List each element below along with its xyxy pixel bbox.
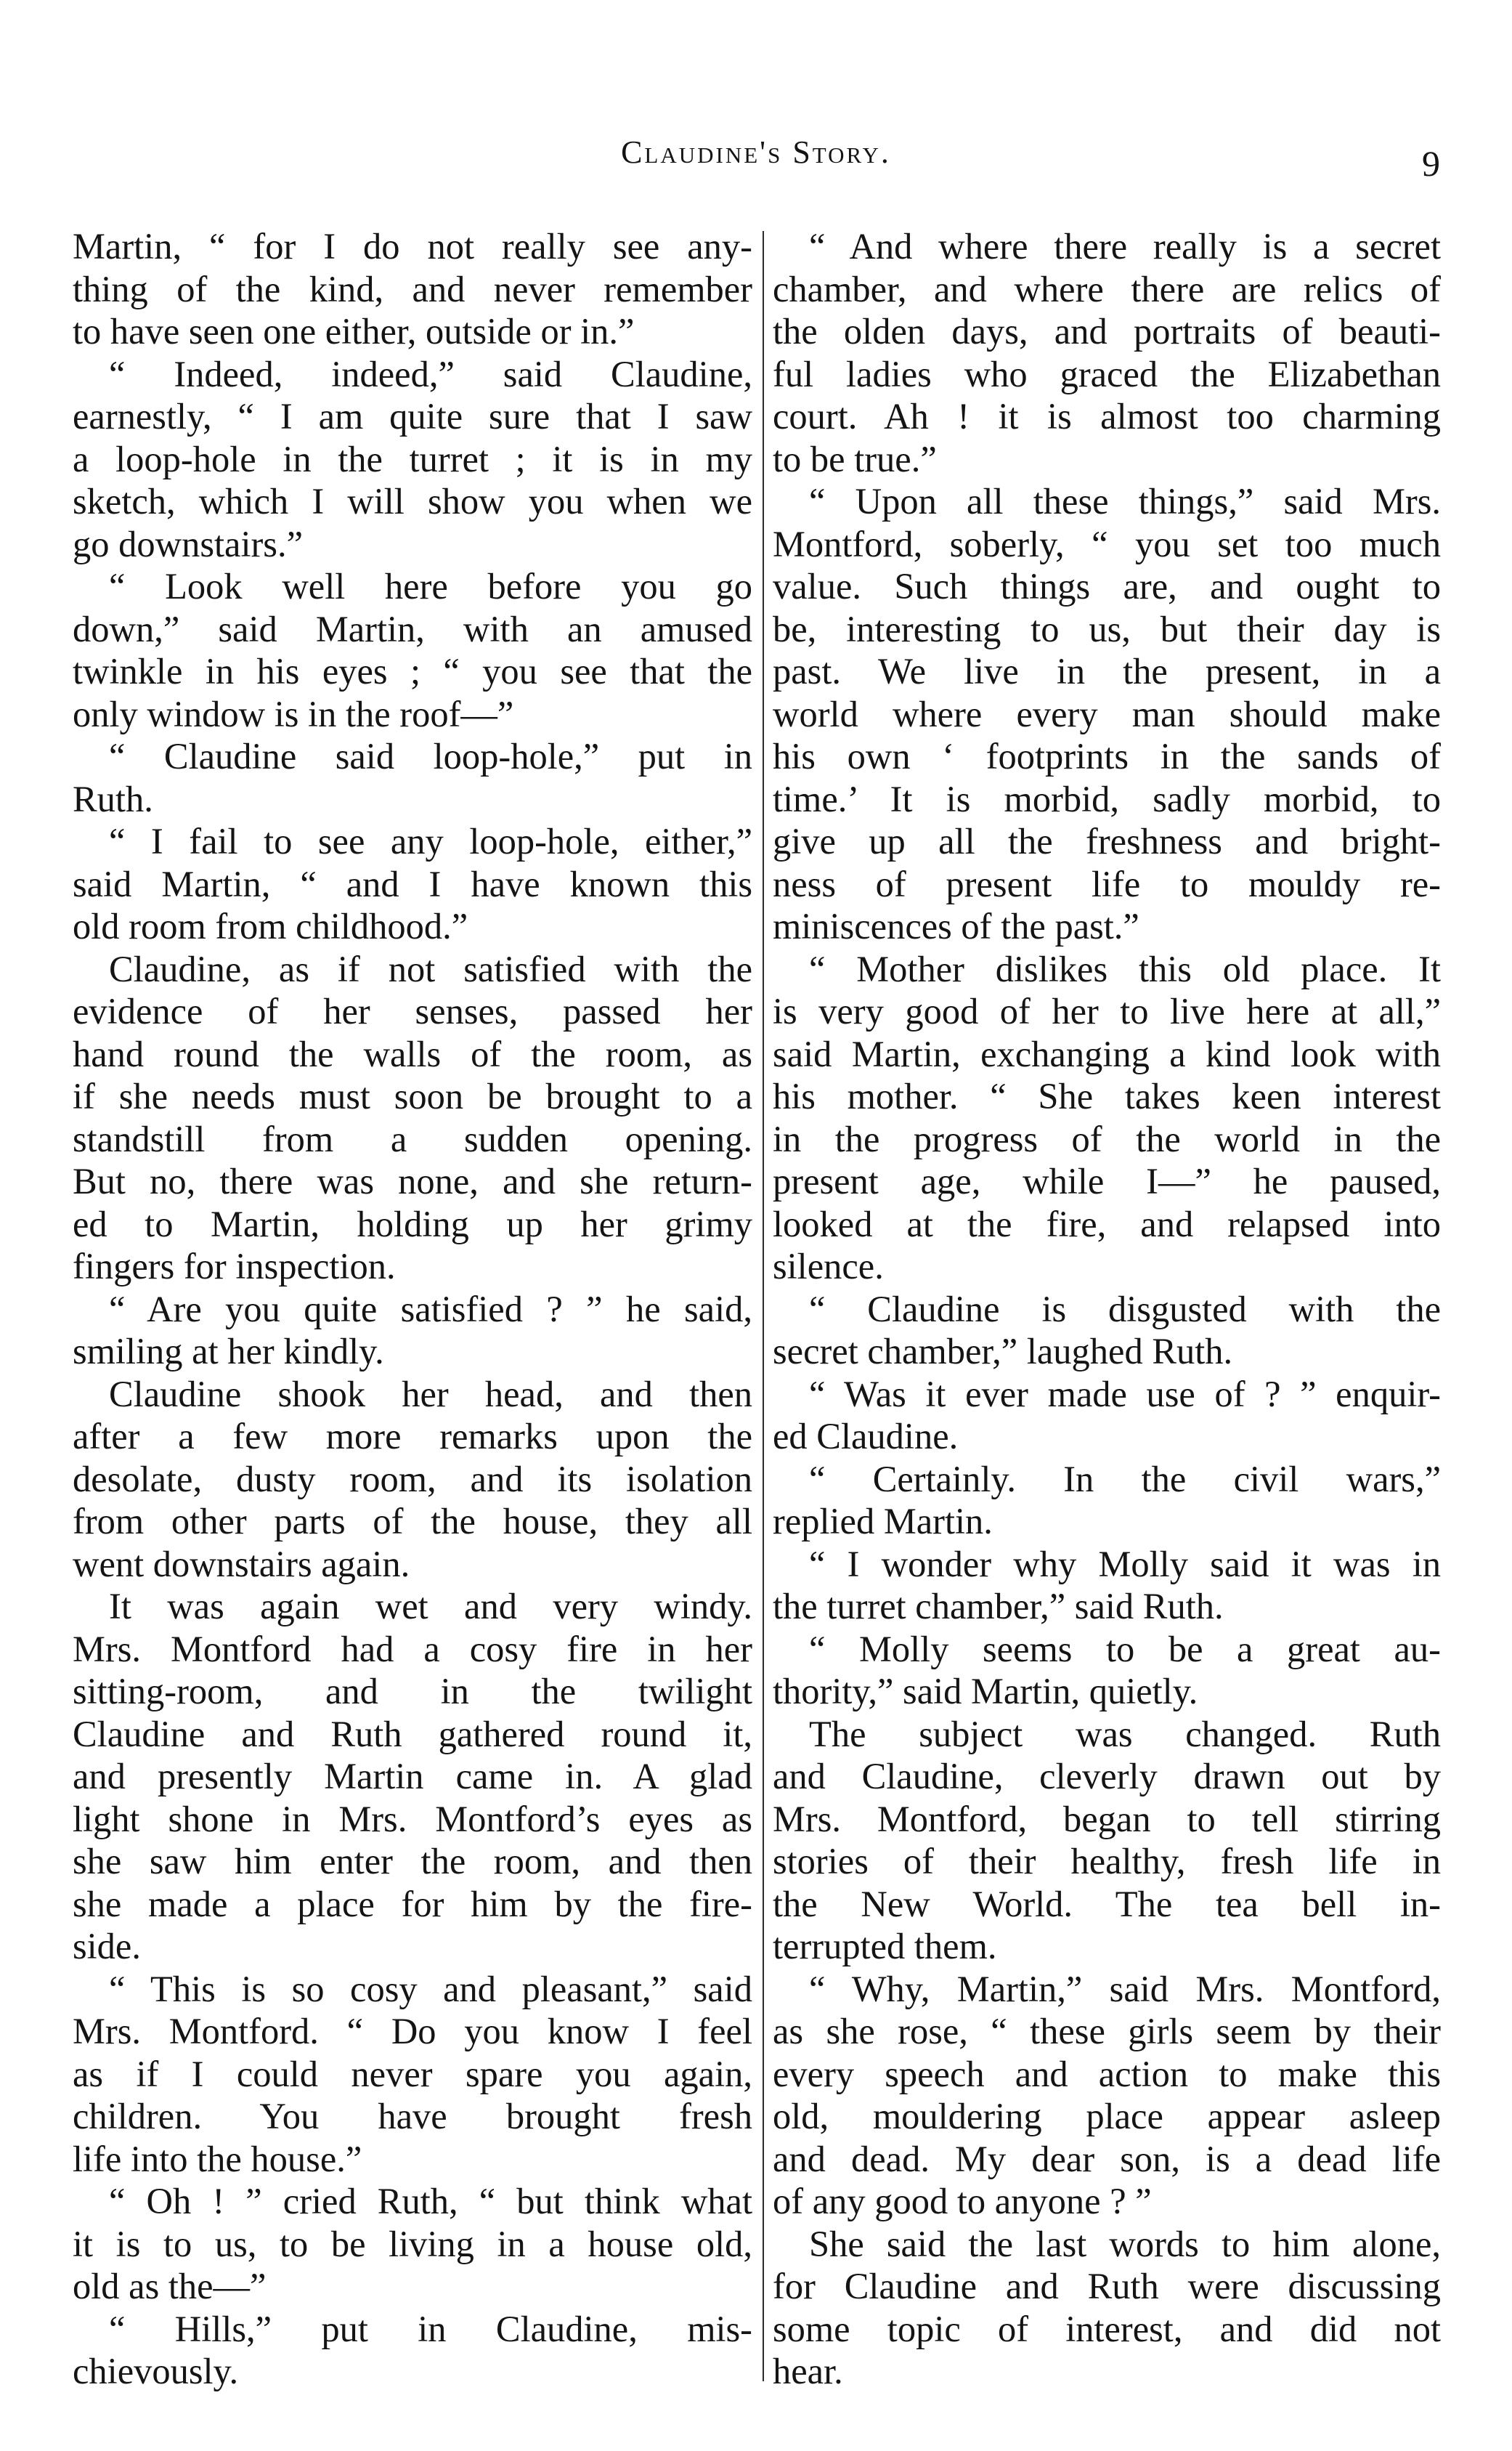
text-line: “ Indeed, indeed,” said Claudine,: [109, 353, 752, 394]
text-line: “ Molly seems to be a great au-: [809, 1628, 1441, 1669]
running-title: Claudine's Story.: [621, 134, 891, 170]
text-line: Ruth.: [73, 778, 153, 819]
text-line: present age, while I—” he paused,: [773, 1161, 1441, 1202]
text-line: hear.: [773, 2351, 843, 2391]
text-line: “ And where there really is a secret: [809, 226, 1441, 267]
text-line: sitting-room, and in the twilight: [73, 1671, 752, 1711]
text-line: value. Such things are, and ought to: [773, 566, 1441, 607]
text-line: his mother. “ She takes keen interest: [773, 1076, 1441, 1117]
text-line: some topic of interest, and did not: [773, 2308, 1441, 2349]
text-line: and Claudine, cleverly drawn out by: [773, 1756, 1441, 1796]
text-line: It was again wet and very windy.: [109, 1586, 752, 1626]
right-text-column: [773, 225, 1441, 2390]
text-line: fingers for inspection.: [73, 1246, 396, 1287]
text-line: But no, there was none, and she return-: [73, 1161, 752, 1202]
text-line: down,” said Martin, with an amused: [73, 608, 752, 649]
text-line: “ Hills,” put in Claudine, mis-: [109, 2308, 752, 2349]
text-line: give up all the freshness and bright-: [773, 821, 1441, 862]
text-line: The subject was changed. Ruth: [809, 1713, 1441, 1754]
text-line: his own ‘ footprints in the sands of: [773, 736, 1441, 777]
text-line: Martin, “ for I do not really see any-: [73, 226, 752, 267]
text-line: “ Look well here before you go: [109, 566, 752, 607]
text-line: chamber, and where there are relics of: [773, 268, 1441, 309]
text-line: evidence of her senses, passed her: [73, 991, 752, 1032]
text-line: in the progress of the world in the: [773, 1118, 1441, 1159]
text-line: “ Was it ever made use of ? ” enquir-: [809, 1373, 1441, 1414]
text-line: “ Claudine is disgusted with the: [809, 1288, 1441, 1329]
text-line: stories of their healthy, fresh life in: [773, 1841, 1441, 1881]
text-line: “ I wonder why Molly said it was in: [809, 1543, 1441, 1584]
left-text-column: [73, 225, 752, 2390]
text-line: if she needs must soon be brought to a: [73, 1076, 752, 1117]
text-line: thority,” said Martin, quietly.: [773, 1671, 1198, 1711]
text-line: old as the—”: [73, 2266, 267, 2306]
text-line: Montford, soberly, “ you set too much: [773, 523, 1441, 564]
text-line: only window is in the roof—”: [73, 693, 514, 734]
text-line: every speech and action to make this: [773, 2053, 1441, 2094]
text-line: hand round the walls of the room, as: [73, 1033, 752, 1074]
text-line: desolate, dusty room, and its isolation: [73, 1458, 752, 1499]
text-line: silence.: [773, 1246, 884, 1287]
text-line: standstill from a sudden opening.: [73, 1118, 752, 1159]
text-line: a loop-hole in the turret ; it is in my: [73, 438, 752, 479]
text-line: She said the last words to him alone,: [809, 2223, 1441, 2264]
text-line: go downstairs.”: [73, 523, 303, 564]
text-line: looked at the fire, and relapsed into: [773, 1203, 1441, 1244]
text-line: “ Upon all these things,” said Mrs.: [809, 481, 1441, 522]
text-line: life into the house.”: [73, 2138, 362, 2179]
text-line: “ Claudine said loop-hole,” put in: [109, 736, 752, 777]
text-line: the olden days, and portraits of beauti-: [773, 311, 1441, 352]
text-line: past. We live in the present, in a: [773, 651, 1441, 692]
text-line: she saw him enter the room, and then: [73, 1841, 752, 1881]
text-line: side.: [73, 1926, 141, 1966]
text-line: miniscences of the past.”: [773, 906, 1139, 947]
text-line: Mrs. Montford had a cosy fire in her: [73, 1628, 752, 1669]
text-line: ful ladies who graced the Elizabethan: [773, 353, 1441, 394]
text-line: chievously.: [73, 2351, 239, 2391]
text-line: “ Are you quite satisfied ? ” he said,: [109, 1288, 752, 1329]
text-line: court. Ah ! it is almost too charming: [773, 396, 1441, 437]
text-line: for Claudine and Ruth were discussing: [773, 2266, 1441, 2306]
text-line: as if I could never spare you again,: [73, 2053, 752, 2094]
text-line: earnestly, “ I am quite sure that I saw: [73, 396, 752, 437]
text-line: as she rose, “ these girls seem by their: [773, 2011, 1441, 2051]
text-line: old, mouldering place appear asleep: [773, 2096, 1441, 2136]
text-line: “ Mother dislikes this old place. It: [809, 948, 1441, 989]
text-line: went downstairs again.: [73, 1543, 410, 1584]
text-line: it is to us, to be living in a house old,: [73, 2223, 752, 2264]
text-line: said Martin, “ and I have known this: [73, 863, 752, 904]
text-line: “ I fail to see any loop-hole, either,”: [109, 821, 752, 862]
text-line: and presently Martin came in. A glad: [73, 1756, 752, 1796]
text-line: “ Oh ! ” cried Ruth, “ but think what: [109, 2181, 752, 2221]
text-line: “ Why, Martin,” said Mrs. Montford,: [809, 1968, 1441, 2009]
text-line: secret chamber,” laughed Ruth.: [773, 1331, 1233, 1372]
text-line: thing of the kind, and never remember: [73, 268, 752, 309]
page-number: 9: [1422, 143, 1440, 184]
text-line: ed Claudine.: [773, 1416, 959, 1457]
text-line: from other parts of the house, they all: [73, 1501, 752, 1542]
text-line: sketch, which I will show you when we: [73, 481, 752, 522]
text-line: Mrs. Montford. “ Do you know I feel: [73, 2011, 752, 2051]
text-line: light shone in Mrs. Montford’s eyes as: [73, 1798, 752, 1839]
text-line: be, interesting to us, but their day is: [773, 608, 1441, 649]
text-line: old room from childhood.”: [73, 906, 468, 947]
text-line: to be true.”: [773, 438, 937, 479]
text-line: she made a place for him by the fire-: [73, 1883, 752, 1924]
text-line: the turret chamber,” said Ruth.: [773, 1586, 1224, 1626]
text-line: and dead. My dear son, is a dead life: [773, 2138, 1441, 2179]
text-line: of any good to anyone ? ”: [773, 2181, 1152, 2221]
column-divider: [763, 231, 764, 2381]
text-line: twinkle in his eyes ; “ you see that the: [73, 651, 752, 692]
text-line: Claudine, as if not satisfied with the: [109, 948, 752, 989]
text-line: to have seen one either, outside or in.”: [73, 311, 635, 352]
text-line: Mrs. Montford, began to tell stirring: [773, 1798, 1441, 1839]
text-line: terrupted them.: [773, 1926, 997, 1966]
text-line: is very good of her to live here at all,”: [773, 991, 1441, 1032]
text-line: Claudine shook her head, and then: [109, 1373, 752, 1414]
text-line: Claudine and Ruth gathered round it,: [73, 1713, 752, 1754]
text-line: “ This is so cosy and pleasant,” said: [109, 1968, 752, 2009]
text-line: ed to Martin, holding up her grimy: [73, 1203, 752, 1244]
text-line: the New World. The tea bell in-: [773, 1883, 1441, 1924]
text-line: “ Certainly. In the civil wars,”: [809, 1458, 1441, 1499]
text-line: smiling at her kindly.: [73, 1331, 384, 1372]
text-line: ness of present life to mouldy re-: [773, 863, 1441, 904]
text-line: replied Martin.: [773, 1501, 993, 1542]
text-line: world where every man should make: [773, 693, 1441, 734]
text-line: children. You have brought fresh: [73, 2096, 752, 2136]
text-line: said Martin, exchanging a kind look with: [773, 1033, 1441, 1074]
text-line: time.’ It is morbid, sadly morbid, to: [773, 778, 1441, 819]
text-line: after a few more remarks upon the: [73, 1416, 752, 1457]
